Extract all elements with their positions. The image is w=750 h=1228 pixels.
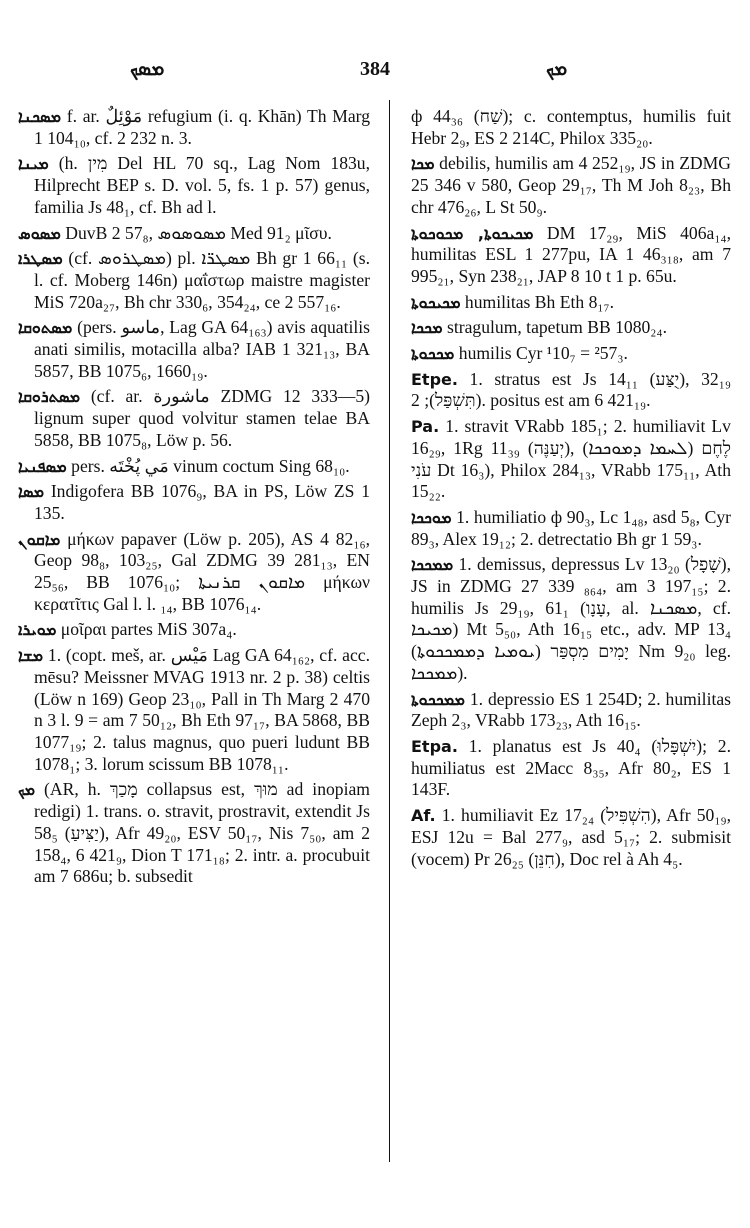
entry-text: (cf. ar. ماشورة ZDMG 12 333—5) lignum super quod volvitur stamen telae BA 5858, BB 1075₈, Löw p. 56. <box>34 386 370 450</box>
entry-text: 1. humiliatio ф 90₃, Lc 1₄₈, asd 5₈, Cyr 89₃, Alex 19₁₂; 2. detrectatio Bh gr 1 59₃. <box>411 506 731 549</box>
left-column <box>18 106 370 892</box>
entry-text: f. ar. مَوْئِلٌ refugium (i. q. Khān) Th Marg 1 104₁₀, cf. 2 232 n. 3. <box>34 106 370 148</box>
entry-headword: Af. <box>411 806 436 826</box>
entry-text: debilis, humilis am 4 252₁₉, JS in ZDMG 25 346 v 580, Geop 29₁₇, Th M Joh 8₂₃, Bh chr 476₂₆, L St 50₉. <box>411 153 731 217</box>
running-head <box>18 58 732 86</box>
entry-text: 1. depressio ES 1 254D; 2. humilitas Zeph 2₃, VRabb 173₂₃, Ath 16₁₅. <box>411 688 732 731</box>
dictionary-entry <box>18 619 370 641</box>
entry-headword: ܡܟܝܟܘܬܐ <box>411 292 461 312</box>
dictionary-entry <box>411 736 731 801</box>
dictionary-entry <box>411 106 731 149</box>
dictionary-entry <box>18 529 370 616</box>
entry-headword: ܡܣܬܪܘܩܐ <box>18 387 81 407</box>
dictionary-entry <box>411 292 731 314</box>
entry-headword: Etpa. <box>411 736 458 756</box>
entry-headword: ܡܣܘܣ <box>18 223 61 243</box>
entry-text: (pers. ماسو, Lag GA 64₁₆₃) avis aquatilis anati similis, motacilla alba? IAB 1 321₁₃, BA 5857, BB 1075₆, 1660₁₉. <box>34 317 370 381</box>
entry-text: 1. humiliavit Ez 17₂₄ (הִשְׁפִּיל), Afr 50₁₉, ESJ 12u = Bal 277₉, asd 5₁₇; 2. submisit (vocem) Pr 26₂₅ (חִנֵּן), Doc rel à Ah 4₅. <box>411 805 731 869</box>
entry-headword: Etpe. <box>411 369 458 389</box>
entry-headword: ܡܟܟܐ <box>411 318 443 338</box>
entry-headword: ܡܘܟܟܐ <box>411 507 452 527</box>
entry-text: 1. stratus est Js 14₁₁ (יֻצַּע), 32₁₉ (תִּשְׁפַּל); 2. positus est am 6 421₁₉. <box>411 368 731 411</box>
dictionary-entry <box>411 507 731 550</box>
entry-headword: Pa. <box>411 417 440 437</box>
entry-headword: ܡܣܐ <box>18 482 45 502</box>
entry-headword: ܡܝܢܐ <box>18 154 49 174</box>
entry-headword: ܡܘܝܪܐ <box>18 620 57 640</box>
entry-headword: ܡܟܐ <box>411 154 435 174</box>
dictionary-entry <box>411 554 731 684</box>
entry-text: pers. مَي پُخْتَه vinum coctum Sing 68₁₀. <box>71 455 350 476</box>
entry-headword: ܡܫܐ <box>18 646 44 666</box>
entry-headword: ܡܣܦܢܝܐ <box>18 456 67 476</box>
entry-text: μοῖραι partes MiS 307a₄. <box>60 619 237 640</box>
dictionary-entry <box>18 481 370 524</box>
right-column <box>411 106 731 874</box>
entry-headword: ܡܡܟܟܘܬܐ <box>411 689 465 709</box>
column-divider <box>389 100 390 1162</box>
entry-text: DM 17₂₉, MiS 406a₁₄, humilitas ESL 1 277pu, IA 1 46₃₁₈, am 7 995₂₁, Syn 238₂₁, JAP 8 10 t 1 p. 65u. <box>411 222 731 286</box>
entry-text: DuvB 2 57₈, ܡܣܘܣܘܣ Med 91₂ μῖσυ. <box>65 222 332 243</box>
entry-text: 1. stravit VRabb 185₁; 2. humiliavit Lv 16₂₉, 1Rg 11₃₉ (יְעַנֶּה), (ܠܚܡܐ ܕܡܘܟܟܐ) לֶחֶם עֹנִי Dt 16₃), Philox 284₁₃, VRabb 175₁₁, Ath 15₂₂. <box>411 416 732 502</box>
dictionary-entry <box>18 223 370 245</box>
entry-text: μήκων papaver (Löw p. 205), AS 4 82₁₆, Geop 98₈, 103₂₅, Gal ZDMG 39 281₁₃, EN 25₅₆, BB 1076₁₀; ܡܐܩܘܢ ܩܪܢܝܬܐ μήκων κερατῖτις Gal l. l. ₁₄, BB 1076₁₄. <box>34 528 370 614</box>
entry-text: 1. planatus est Js 40₄ (יִשְׁפָּלוּ); 2. humiliatus est 2Macc 8₃₅, Afr 80₂, ES 1 143F. <box>411 735 731 800</box>
dictionary-entry <box>411 317 731 339</box>
dictionary-entry <box>18 317 370 382</box>
entry-headword: ܡܟܝܟܘܬܐ, ܡܟܘܟܘܬܐ <box>411 223 534 243</box>
dictionary-entry <box>411 805 731 870</box>
entry-headword: ܡܣܛܪܐ <box>18 249 63 269</box>
entry-text: (h. מִין Del HL 70 sq., Lag Nom 183u, Hilprecht BEP s. D. vol. 5, fs. 1 p. 57) genus, familia Js 48₁, cf. Bh ad l. <box>34 153 370 217</box>
entry-headword: ܡܟܟܘܬܐ <box>411 344 455 364</box>
running-head-right: ܡܟ <box>546 58 568 80</box>
entry-text: humilis Cyr ¹10₇ = ²57₃. <box>458 343 628 364</box>
page-number: 384 <box>360 58 390 80</box>
entry-text: Indigofera BB 1076₉, BA in PS, Löw ZS 1 135. <box>34 481 370 523</box>
entry-text: (cf. ܡܣܛܪܘܣ) pl. ܡܣܛܪ̈ܐ Bh gr 1 66₁₁ (s. l. cf. Moberg 146n) μαΐστωρ maistre magister MiS 720a₂₇, Bh chr 330₆, 354₂₄, ce 2 557₁₆. <box>34 248 370 312</box>
entry-headword: ܡܡܟܟܐ <box>411 555 454 575</box>
entry-headword: ܡܐܩܘܢ <box>18 529 61 549</box>
entry-text: 1. (copt. meš, ar. مَيْس Lag GA 64₁₆₂, cf. acc. mēsu? Meissner MVAG 1913 nr. 2 p. 38) celtis (Löw n 169) Geop 23₁₀, Pall in Th Marg 2 470 n 3 l. 9 = am 7 50₁₂, Bh Eth 97₁₇, BA 5868, BB 1077₁₉; 2. talus magnus, quo pueri ludunt BB 1078₁; 3. lorum scissum BB 1078₁₁. <box>34 645 370 774</box>
entry-text: ф 44₃₆ (שַׁח); c. contemptus, humilis fuit Hebr 2₉, ES 2 214C, Philox 335₂₀. <box>411 106 731 148</box>
dictionary-entry <box>411 369 731 412</box>
entry-headword: ܡܣܟܢܐ <box>18 107 62 126</box>
dictionary-entry <box>411 689 731 732</box>
entry-text: stragulum, tapetum BB 1080₂₄. <box>447 317 667 338</box>
dictionary-entry <box>411 343 731 365</box>
dictionary-entry <box>18 779 370 888</box>
running-head-left: ܡܣܟ <box>130 58 165 80</box>
dictionary-entry <box>18 106 370 149</box>
dictionary-entry <box>18 456 370 478</box>
dictionary-entry <box>18 248 370 313</box>
dictionary-entry <box>411 416 731 503</box>
entry-text: humilitas Bh Eth 8₁₇. <box>464 291 615 312</box>
entry-headword: ܡܣܬܘܩܐ <box>18 318 73 338</box>
dictionary-entry <box>411 153 731 218</box>
dictionary-entry <box>411 223 731 288</box>
dictionary-entry <box>18 153 370 218</box>
dictionary-entry <box>18 386 370 451</box>
entry-text: (AR, h. מָכַךְ collapsus est, מוּךְ ad inopiam redigi) 1. trans. o. stravit, prostravit, extendit Js 58₅ (יַצִּיעַ), Afr 49₂₀, ESV 50₁₇, Nis 7₅₀, am 2 158₄, 6 421₉, Dion T 171₁₈; 2. intr. a. procubuit am 7 686u; b. subsedit <box>34 779 370 887</box>
dictionary-entry <box>18 645 370 775</box>
entry-headword: ܡܟ <box>18 780 36 800</box>
entry-text: 1. demissus, depressus Lv 13₂₀ (שָׁפָל), JS in ZDMG 27 339 ₈₆₄, am 3 197₁₅; 2. humilis Js 29₁₉, 61₁ (עָנָו, al. ܡܣܟܢܐ, cf. ܡܟܝܟܐ) Mt 5₅₀, Ath 16₁₅ etc., adv. MP 13₄ (ܝܘܡܝܐ ܕܡܡܟܟܘܬܐ) יָמִים מִסְפַּר Nm 9₂₀ leg. ܡܡܟܟܐ). <box>411 554 731 683</box>
